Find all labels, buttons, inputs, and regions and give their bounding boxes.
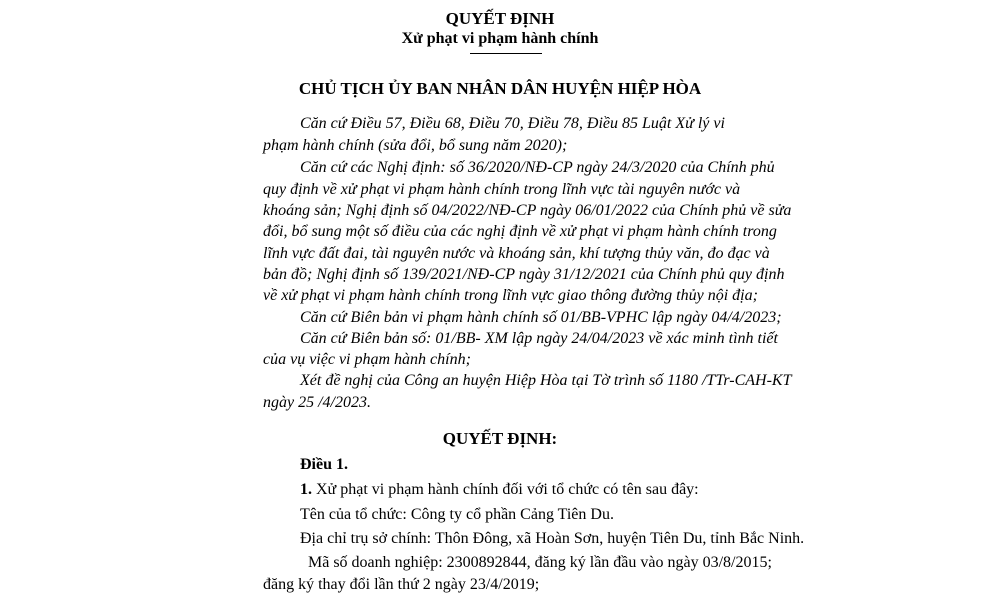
preamble-line: Căn cứ các Nghị định: số 36/2020/NĐ-CP ngày 24/3/2020 của Chính phủ <box>300 159 775 176</box>
clause-text: Xử phạt vi phạm hành chính đối với tổ chức có tên sau đây: <box>316 481 699 498</box>
document-subtitle: Xử phạt vi phạm hành chính <box>401 30 599 47</box>
preamble-line: đổi, bổ sung một số điều của các nghị định về xử phạt vi phạm hành chính trong <box>263 223 777 240</box>
preamble-line: Xét đề nghị của Công an huyện Hiệp Hòa tại Tờ trình số 1180 /TTr-CAH-KT <box>300 372 792 389</box>
preamble-line: Căn cứ Biên bản số: 01/BB- XM lập ngày 24/04/2023 về xác minh tình tiết <box>300 330 778 347</box>
preamble-line: khoáng sản; Nghị định số 04/2022/NĐ-CP ngày 06/01/2022 của Chính phủ về sửa <box>263 202 792 219</box>
document-title: QUYẾT ĐỊNH <box>445 9 555 28</box>
clause-number: 1. <box>300 481 312 498</box>
organization-name: Tên của tổ chức: Công ty cổ phần Cảng Tiên Du. <box>300 506 614 523</box>
title-underline <box>470 53 542 54</box>
preamble-line: ngày 25 /4/2023. <box>263 394 371 411</box>
preamble-line: về xử phạt vi phạm hành chính trong lĩnh vực giao thông đường thủy nội địa; <box>263 287 758 304</box>
preamble-line: phạm hành chính (sửa đổi, bổ sung năm 2020); <box>263 137 568 154</box>
preamble-line: bản đồ; Nghị định số 139/2021/NĐ-CP ngày 31/12/2021 của Chính phủ quy định <box>263 266 785 283</box>
preamble-line: Căn cứ Điều 57, Điều 68, Điều 70, Điều 78, Điều 85 Luật Xử lý vi <box>300 115 725 132</box>
preamble-line: Căn cứ Biên bản vi phạm hành chính số 01/BB-VPHC lập ngày 04/4/2023; <box>300 309 782 326</box>
tax-code-line: Mã số doanh nghiệp: 2300892844, đăng ký lần đầu vào ngày 03/8/2015; <box>308 554 772 571</box>
organization-address: Địa chỉ trụ sở chính: Thôn Đông, xã Hoàn Sơn, huyện Tiên Du, tỉnh Bắc Ninh. <box>300 530 805 547</box>
preamble-line: quy định về xử phạt vi phạm hành chính trong lĩnh vực tài nguyên nước và <box>263 181 741 198</box>
registration-change-line: đăng ký thay đổi lần thứ 2 ngày 23/4/2019; <box>263 576 540 593</box>
clause-1 <box>300 480 699 500</box>
preamble-line: lĩnh vực đất đai, tài nguyên nước và khoáng sản, khí tượng thủy văn, đo đạc và <box>263 245 770 262</box>
preamble-line: của vụ việc vi phạm hành chính; <box>263 351 471 368</box>
decision-heading: QUYẾT ĐỊNH: <box>442 429 558 448</box>
issuing-authority: CHỦ TỊCH ỦY BAN NHÂN DÂN HUYỆN HIỆP HÒA <box>298 79 702 98</box>
article-heading: Điều 1. <box>300 456 348 473</box>
